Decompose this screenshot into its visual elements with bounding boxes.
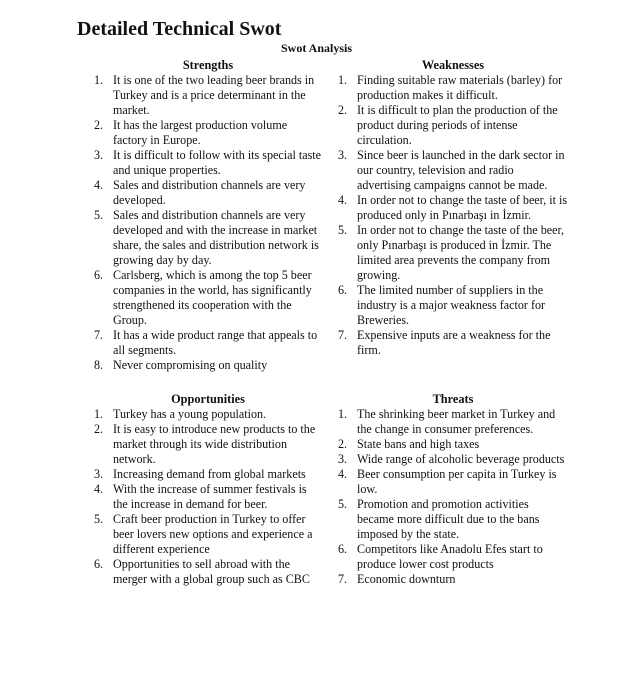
item-number: 1. [94, 73, 104, 87]
item-number: 4. [338, 467, 348, 481]
item-number: 3. [94, 467, 104, 481]
item-text: Sales and distribution channels are very developed and with the increase in market share, the sales and distribution network is growing day by day. [113, 208, 319, 267]
item-number: 8. [94, 358, 104, 372]
item-number: 3. [338, 452, 348, 466]
document-title: Detailed Technical Swot [77, 18, 282, 40]
item-number: 1. [338, 73, 348, 87]
list-item [94, 358, 322, 373]
item-text: Promotion and promotion activities became more difficult due to the bans imposed by the state. [357, 497, 540, 541]
item-text: It is difficult to follow with its special taste and unique properties. [113, 148, 322, 177]
list-item [338, 223, 568, 283]
item-number: 5. [94, 208, 104, 222]
list-item [338, 452, 568, 467]
item-text: Turkey has a young population. [113, 407, 267, 421]
list-item [338, 103, 568, 148]
list-item [338, 437, 568, 452]
item-number: 2. [338, 437, 348, 451]
list-item [338, 328, 568, 358]
threats-list [338, 407, 568, 587]
item-text: It is one of the two leading beer brands in Turkey and is a price determinant in the market. [113, 73, 315, 117]
item-text: Carlsberg, which is among the top 5 beer companies in the world, has significantly strengthened its cooperation with the Group. [113, 268, 312, 327]
list-item [94, 422, 322, 467]
item-text: It is difficult to plan the production of the product during periods of intense circulation. [357, 103, 558, 147]
item-number: 6. [338, 283, 348, 297]
list-item [338, 193, 568, 223]
item-text: In order not to change the taste of the beer, only Pınarbaşı is produced in İzmir. The limited area prevents the company from growing. [357, 223, 565, 282]
weaknesses-section [338, 58, 568, 358]
item-number: 4. [94, 482, 104, 496]
item-text: Increasing demand from global markets [113, 467, 306, 481]
list-item [94, 268, 322, 328]
list-item [94, 482, 322, 512]
opportunities-section [94, 392, 322, 587]
list-item [338, 407, 568, 437]
opportunities-list [94, 407, 322, 587]
item-number: 3. [338, 148, 348, 162]
item-text: It is easy to introduce new products to the market through its wide distribution network. [113, 422, 316, 466]
swot-analysis-subtitle: Swot Analysis [280, 41, 353, 55]
item-text: Sales and distribution channels are very developed. [113, 178, 306, 207]
item-number: 6. [338, 542, 348, 556]
list-item [94, 467, 322, 482]
item-number: 4. [94, 178, 104, 192]
weaknesses-heading: Weaknesses [421, 58, 485, 72]
item-number: 7. [94, 328, 104, 342]
list-item [94, 328, 322, 358]
item-number: 5. [338, 223, 348, 237]
opportunities-heading: Opportunities [171, 392, 245, 406]
weaknesses-list [338, 73, 568, 358]
list-item [94, 407, 322, 422]
list-item [338, 283, 568, 328]
item-number: 2. [94, 118, 104, 132]
strengths-list [94, 73, 322, 373]
item-number: 1. [338, 407, 348, 421]
list-item [338, 73, 568, 103]
item-number: 1. [94, 407, 104, 421]
item-number: 4. [338, 193, 348, 207]
item-number: 7. [338, 572, 348, 586]
item-number: 7. [338, 328, 348, 342]
strengths-section [94, 58, 322, 373]
list-item [94, 118, 322, 148]
item-number: 5. [94, 512, 104, 526]
list-item [94, 178, 322, 208]
item-text: State bans and high taxes [357, 437, 480, 451]
strengths-heading: Strengths [182, 58, 234, 72]
list-item [94, 73, 322, 118]
item-number: 2. [94, 422, 104, 436]
item-number: 6. [94, 557, 104, 571]
item-text: With the increase of summer festivals is the increase in demand for beer. [113, 482, 307, 511]
item-text: In order not to change the taste of beer, it is produced only in Pınarbaşı in İzmir. [357, 193, 568, 222]
threats-section [338, 392, 568, 587]
item-text: Economic downturn [357, 572, 456, 586]
item-text: It has a wide product range that appeals to all segments. [113, 328, 318, 357]
list-item [94, 512, 322, 557]
item-text: Competitors like Anadolu Efes start to produce lower cost products [357, 542, 543, 571]
list-item [338, 572, 568, 587]
list-item [338, 542, 568, 572]
item-text: Since beer is launched in the dark sector in our country, television and radio advertising campaigns cannot be made. [357, 148, 565, 192]
item-number: 6. [94, 268, 104, 282]
item-text: The shrinking beer market in Turkey and the change in consumer preferences. [357, 407, 556, 436]
list-item [338, 148, 568, 193]
item-text: It has the largest production volume factory in Europe. [113, 118, 288, 147]
item-text: Beer consumption per capita in Turkey is low. [357, 467, 557, 496]
list-item [94, 208, 322, 268]
item-number: 5. [338, 497, 348, 511]
item-text: Finding suitable raw materials (barley) for production makes it difficult. [357, 73, 563, 102]
list-item [338, 497, 568, 542]
item-text: The limited number of suppliers in the industry is a major weakness factor for Breweries. [357, 283, 546, 327]
list-item [94, 148, 322, 178]
item-text: Craft beer production in Turkey to offer beer lovers new options and experience a different experience [113, 512, 313, 556]
list-item [94, 557, 322, 587]
item-text: Expensive inputs are a weakness for the firm. [357, 328, 551, 357]
item-number: 2. [338, 103, 348, 117]
threats-heading: Threats [432, 392, 474, 406]
item-text: Opportunities to sell abroad with the merger with a global group such as CBC [113, 557, 310, 586]
item-text: Never compromising on quality [113, 358, 268, 372]
item-number: 3. [94, 148, 104, 162]
list-item [338, 467, 568, 497]
item-text: Wide range of alcoholic beverage products [357, 452, 565, 466]
